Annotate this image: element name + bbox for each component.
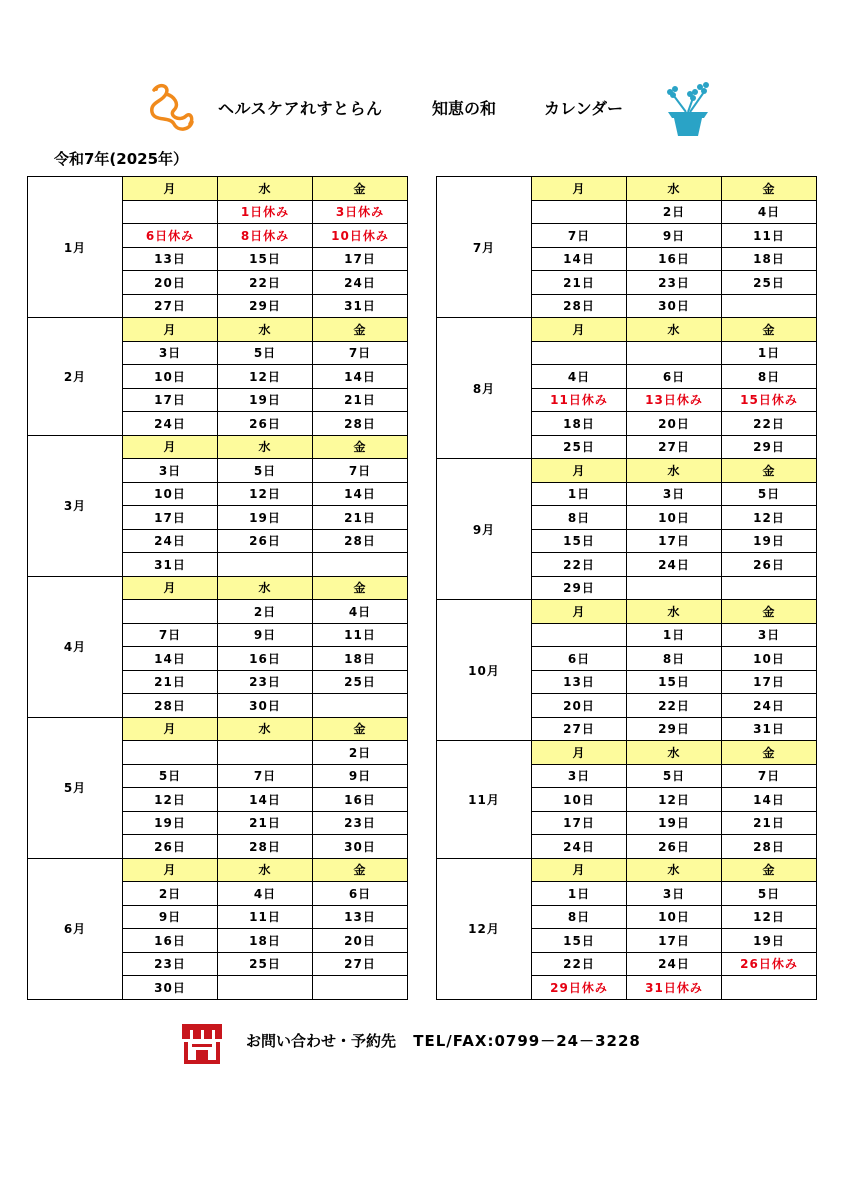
page-title: カレンダー [544,99,623,118]
day-cell: 3日 [627,482,722,506]
month-label: 4月 [28,576,123,717]
weekday-header-row [437,177,817,201]
contact-info [246,1030,653,1051]
day-cell: 16日 [627,247,722,271]
weekday-header-row [437,318,817,342]
day-cell: 1日 [627,623,722,647]
contact-footer [180,1022,740,1066]
day-cell: 23日 [218,670,313,694]
day-cell: 6日 [627,365,722,389]
day-cell: 7日 [313,459,408,483]
day-cell: 22日 [722,412,817,436]
weekday-header: 月 [532,600,627,624]
day-cell [123,200,218,224]
day-cell: 11日 [218,905,313,929]
day-cell: 7日 [532,224,627,248]
weekday-header: 月 [532,459,627,483]
day-cell: 6日 [532,647,627,671]
day-cell: 15日 [532,529,627,553]
day-cell: 10日 [722,647,817,671]
closed-day-cell: 6日休み [123,224,218,248]
weekday-header-row [28,435,408,459]
day-cell: 13日 [313,905,408,929]
day-cell: 13日 [532,670,627,694]
day-cell [123,741,218,765]
day-cell: 29日 [722,435,817,459]
shop-icon [180,1022,224,1066]
weekday-header: 月 [123,318,218,342]
day-cell: 28日 [218,835,313,859]
day-cell: 21日 [218,811,313,835]
day-cell: 17日 [627,929,722,953]
day-cell: 15日 [218,247,313,271]
day-cell: 24日 [627,553,722,577]
day-cell: 26日 [218,412,313,436]
day-cell: 9日 [218,623,313,647]
closed-day-cell: 26日休み [722,952,817,976]
day-cell: 21日 [313,388,408,412]
weekday-header: 月 [123,435,218,459]
weekday-header-row [437,741,817,765]
day-cell: 14日 [218,788,313,812]
day-cell: 1日 [722,341,817,365]
day-cell: 25日 [722,271,817,295]
day-cell: 16日 [123,929,218,953]
day-cell: 27日 [532,717,627,741]
day-cell: 17日 [313,247,408,271]
month-label: 11月 [437,741,532,859]
closed-day-cell: 8日休み [218,224,313,248]
snake-icon [140,80,200,136]
weekday-header: 水 [627,600,722,624]
day-cell: 21日 [532,271,627,295]
day-cell: 30日 [218,694,313,718]
day-cell: 4日 [313,600,408,624]
weekday-header-row [437,600,817,624]
weekday-header: 水 [627,177,722,201]
day-cell: 1日 [532,482,627,506]
day-cell: 14日 [722,788,817,812]
day-cell: 12日 [627,788,722,812]
day-cell: 8日 [627,647,722,671]
day-cell: 25日 [313,670,408,694]
day-cell: 28日 [722,835,817,859]
day-cell: 11日 [313,623,408,647]
day-cell: 4日 [532,365,627,389]
weekday-header: 月 [123,717,218,741]
day-cell: 20日 [627,412,722,436]
day-cell: 24日 [532,835,627,859]
weekday-header: 水 [627,459,722,483]
day-cell: 2日 [627,200,722,224]
day-cell [218,553,313,577]
day-cell: 19日 [627,811,722,835]
day-cell: 16日 [218,647,313,671]
day-cell: 7日 [218,764,313,788]
day-cell: 21日 [722,811,817,835]
weekday-header: 月 [123,177,218,201]
day-cell: 18日 [218,929,313,953]
month-label: 12月 [437,858,532,999]
day-cell: 13日 [123,247,218,271]
day-cell: 10日 [627,506,722,530]
day-cell: 18日 [313,647,408,671]
calendar-table-right [436,176,817,1000]
day-cell [123,600,218,624]
day-cell: 3日 [722,623,817,647]
weekday-header-row [28,717,408,741]
day-cell: 3日 [123,341,218,365]
day-cell: 16日 [313,788,408,812]
day-cell: 31日 [722,717,817,741]
day-cell: 28日 [532,294,627,318]
day-cell: 12日 [123,788,218,812]
day-cell: 31日 [313,294,408,318]
day-cell: 21日 [123,670,218,694]
weekday-header: 金 [722,600,817,624]
day-cell: 28日 [313,529,408,553]
day-cell: 17日 [722,670,817,694]
day-cell [532,623,627,647]
weekday-header: 水 [218,318,313,342]
weekday-header: 月 [532,741,627,765]
weekday-header: 金 [722,459,817,483]
weekday-header: 水 [627,318,722,342]
day-cell: 27日 [123,294,218,318]
day-cell: 7日 [722,764,817,788]
weekday-header: 月 [532,858,627,882]
weekday-header: 金 [313,717,408,741]
weekday-header-row [437,858,817,882]
day-cell: 31日 [123,553,218,577]
weekday-header: 金 [313,858,408,882]
day-cell [313,694,408,718]
weekday-header: 金 [722,177,817,201]
day-cell: 12日 [722,506,817,530]
day-cell [532,200,627,224]
weekday-header-row [28,576,408,600]
month-label: 10月 [437,600,532,741]
weekday-header: 月 [532,177,627,201]
day-cell: 19日 [722,529,817,553]
day-cell: 9日 [123,905,218,929]
page-subtitle: 知恵の和 [432,99,497,118]
day-cell: 14日 [532,247,627,271]
day-cell: 4日 [218,882,313,906]
day-cell: 10日 [123,482,218,506]
day-cell: 26日 [627,835,722,859]
day-cell: 12日 [722,905,817,929]
day-cell: 24日 [313,271,408,295]
month-label: 9月 [437,459,532,600]
day-cell [722,294,817,318]
day-cell: 17日 [532,811,627,835]
day-cell: 11日 [722,224,817,248]
closed-day-cell: 29日休み [532,976,627,1000]
weekday-header-row [28,858,408,882]
weekday-header-row [28,177,408,201]
weekday-header: 月 [532,318,627,342]
day-cell: 9日 [627,224,722,248]
weekday-header: 水 [218,435,313,459]
calendar-table-left [27,176,408,1000]
day-cell: 5日 [722,882,817,906]
day-cell: 26日 [218,529,313,553]
day-cell [218,741,313,765]
day-cell: 27日 [627,435,722,459]
day-cell [722,976,817,1000]
month-label: 3月 [28,435,123,576]
day-cell: 18日 [722,247,817,271]
day-cell [218,976,313,1000]
closed-day-cell: 31日休み [627,976,722,1000]
day-cell: 28日 [123,694,218,718]
day-cell: 3日 [627,882,722,906]
day-cell: 24日 [722,694,817,718]
day-cell: 27日 [313,952,408,976]
day-cell: 12日 [218,482,313,506]
day-cell: 14日 [123,647,218,671]
weekday-header: 水 [218,717,313,741]
month-label: 8月 [437,318,532,459]
weekday-header: 金 [722,741,817,765]
month-label: 5月 [28,717,123,858]
day-cell: 28日 [313,412,408,436]
weekday-header: 月 [123,576,218,600]
weekday-header: 金 [313,318,408,342]
day-cell [532,341,627,365]
weekday-header-row [437,459,817,483]
day-cell: 24日 [627,952,722,976]
day-cell: 24日 [123,412,218,436]
closed-day-cell: 10日休み [313,224,408,248]
day-cell: 22日 [627,694,722,718]
weekday-header: 金 [313,177,408,201]
day-cell [313,553,408,577]
day-cell [313,976,408,1000]
day-cell: 22日 [218,271,313,295]
day-cell: 19日 [218,506,313,530]
contact-label: お問い合わせ・予約先 [246,1032,397,1050]
day-cell: 22日 [532,553,627,577]
day-cell: 17日 [627,529,722,553]
day-cell: 24日 [123,529,218,553]
day-cell: 3日 [123,459,218,483]
weekday-header: 水 [627,858,722,882]
closed-day-cell: 3日休み [313,200,408,224]
day-cell: 12日 [218,365,313,389]
weekday-header: 金 [313,435,408,459]
day-cell: 25日 [218,952,313,976]
day-cell: 5日 [722,482,817,506]
month-label: 2月 [28,318,123,436]
day-cell: 8日 [532,506,627,530]
weekday-header: 水 [218,576,313,600]
day-cell: 26日 [123,835,218,859]
day-cell: 14日 [313,482,408,506]
day-cell: 23日 [627,271,722,295]
day-cell: 9日 [313,764,408,788]
day-cell: 3日 [532,764,627,788]
day-cell: 20日 [313,929,408,953]
day-cell [627,576,722,600]
day-cell: 1日 [532,882,627,906]
weekday-header: 水 [218,177,313,201]
day-cell: 25日 [532,435,627,459]
weekday-header: 水 [218,858,313,882]
tel-fax: TEL/FAX:0799－24－3228 [413,1032,641,1050]
day-cell: 29日 [218,294,313,318]
month-label: 1月 [28,177,123,318]
brand-name: ヘルスケアれすとらん [218,99,383,118]
day-cell: 10日 [627,905,722,929]
day-cell: 14日 [313,365,408,389]
day-cell: 17日 [123,388,218,412]
day-cell: 5日 [627,764,722,788]
closed-day-cell: 13日休み [627,388,722,412]
weekday-header: 金 [722,858,817,882]
day-cell: 26日 [722,553,817,577]
day-cell: 4日 [722,200,817,224]
month-label: 6月 [28,858,123,999]
day-cell: 20日 [123,271,218,295]
day-cell: 19日 [218,388,313,412]
weekday-header-row [28,318,408,342]
flower-pot-icon [660,80,716,140]
day-cell: 21日 [313,506,408,530]
day-cell: 8日 [722,365,817,389]
day-cell: 7日 [313,341,408,365]
day-cell: 18日 [532,412,627,436]
day-cell: 6日 [313,882,408,906]
day-cell: 5日 [218,341,313,365]
day-cell: 2日 [123,882,218,906]
day-cell [627,341,722,365]
day-cell: 2日 [218,600,313,624]
weekday-header: 水 [627,741,722,765]
day-cell: 30日 [313,835,408,859]
day-cell: 19日 [722,929,817,953]
day-cell: 20日 [532,694,627,718]
day-cell: 8日 [532,905,627,929]
day-cell: 17日 [123,506,218,530]
day-cell: 10日 [123,365,218,389]
month-label: 7月 [437,177,532,318]
closed-day-cell: 11日休み [532,388,627,412]
day-cell: 15日 [532,929,627,953]
day-cell: 29日 [532,576,627,600]
day-cell: 30日 [123,976,218,1000]
day-cell: 7日 [123,623,218,647]
closed-day-cell: 1日休み [218,200,313,224]
day-cell [722,576,817,600]
day-cell: 15日 [627,670,722,694]
page-header [140,80,720,140]
day-cell: 2日 [313,741,408,765]
day-cell: 30日 [627,294,722,318]
weekday-header: 月 [123,858,218,882]
day-cell: 19日 [123,811,218,835]
day-cell: 22日 [532,952,627,976]
day-cell: 29日 [627,717,722,741]
day-cell: 5日 [218,459,313,483]
day-cell: 23日 [313,811,408,835]
weekday-header: 金 [722,318,817,342]
day-cell: 10日 [532,788,627,812]
weekday-header: 金 [313,576,408,600]
closed-day-cell: 15日休み [722,388,817,412]
day-cell: 23日 [123,952,218,976]
day-cell: 5日 [123,764,218,788]
year-label: 令和7年(2025年） [54,150,189,168]
